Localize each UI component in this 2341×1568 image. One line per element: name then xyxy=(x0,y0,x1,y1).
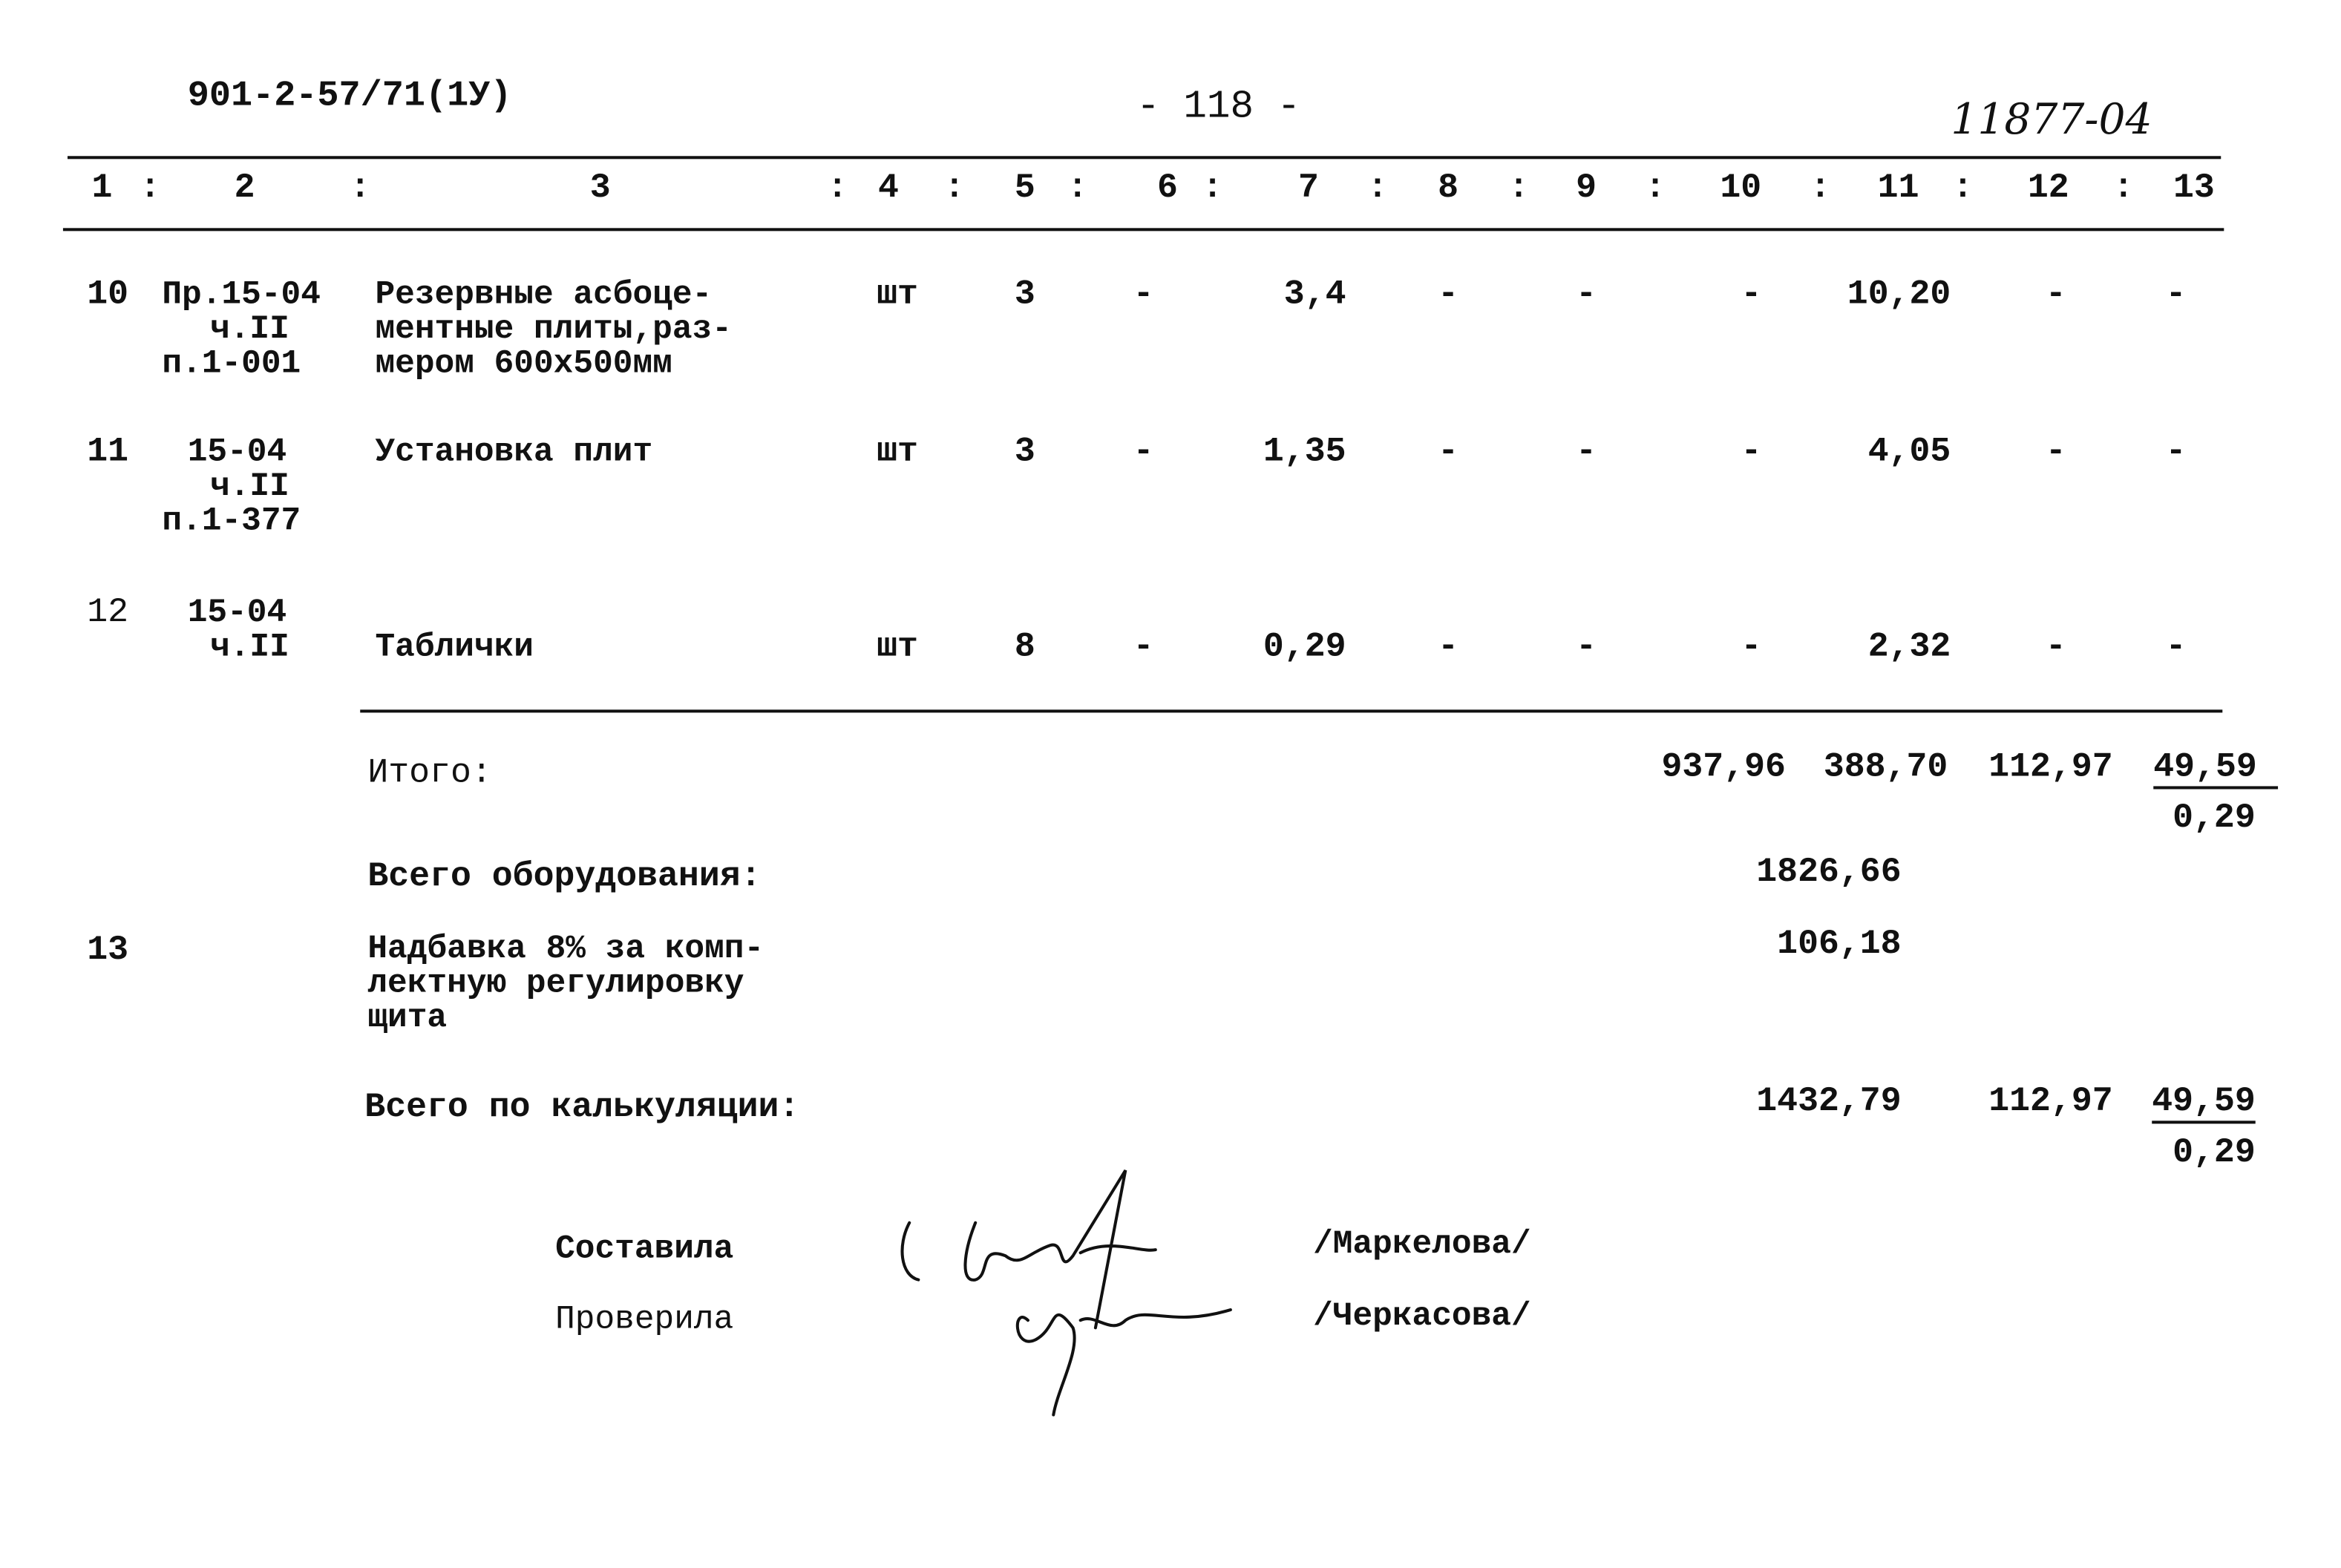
row-name-line: ментные плиты,раз- xyxy=(375,310,732,349)
row-code-line: Пр.15-04 xyxy=(162,276,321,314)
row-code-line: ч.II xyxy=(210,310,289,349)
checked-name: /Черкасова/ xyxy=(1313,1297,1531,1336)
column-separator: : xyxy=(1508,168,1530,208)
row-code-line: ч.II xyxy=(210,629,289,666)
surcharge-label xyxy=(367,932,764,1036)
itogo-col11: 388,70 xyxy=(1823,747,1948,787)
row-code-line: 15-04 xyxy=(187,594,287,632)
grand-col11: 1432,79 xyxy=(1756,1081,1902,1121)
grand-total-label: Всего по калькуляции: xyxy=(364,1087,800,1127)
row-code-line: 15-04 xyxy=(187,433,287,471)
row-unit: шт xyxy=(877,432,918,471)
header-bottom-rule xyxy=(63,228,2224,231)
compiled-name: /Маркелова/ xyxy=(1313,1225,1531,1264)
row-col9: - xyxy=(1576,627,1597,666)
row-col13: - xyxy=(2165,274,2187,314)
surcharge-line: лектную регулировку xyxy=(367,965,744,1003)
totals-rule xyxy=(360,709,2222,712)
column-header-5: 5 xyxy=(1014,168,1035,208)
row-col12: - xyxy=(2045,274,2066,314)
handwritten-signatures xyxy=(885,1163,1245,1426)
row-number: 11 xyxy=(87,432,129,471)
column-header-2: 2 xyxy=(234,168,255,208)
row-code-line: п.1-377 xyxy=(162,502,301,540)
itogo-col13-bottom: 0,29 xyxy=(2173,798,2256,838)
row-code-line: п.1-001 xyxy=(162,345,301,383)
equipment-label: Всего оборудования: xyxy=(367,856,762,896)
row-col9: - xyxy=(1576,432,1597,471)
row-unit: шт xyxy=(877,274,918,314)
surcharge-value: 106,18 xyxy=(1777,924,1902,963)
row-number: 10 xyxy=(87,274,129,314)
row-col5: 3 xyxy=(1014,274,1035,314)
row-code-line: ч.II xyxy=(210,468,289,506)
row-col12: - xyxy=(2045,627,2066,666)
column-header-10: 10 xyxy=(1720,168,1762,208)
archive-number: 11877-04 xyxy=(1951,94,2152,145)
row-unit: шт xyxy=(877,627,918,666)
surcharge-line: Надбавка 8% за комп- xyxy=(367,930,764,968)
row-name-line: Установка плит xyxy=(375,433,653,471)
column-header-13: 13 xyxy=(2173,168,2215,208)
row-col11: 2,32 xyxy=(1867,627,1951,666)
row-col11: 4,05 xyxy=(1867,432,1951,471)
row-col13: - xyxy=(2165,432,2187,471)
surcharge-number: 13 xyxy=(87,930,129,970)
row-col5: 8 xyxy=(1014,627,1035,666)
checked-label: Проверила xyxy=(555,1300,734,1339)
itogo-col13-top: 49,59 xyxy=(2153,750,2278,790)
column-header-4: 4 xyxy=(877,168,899,208)
row-col7: 0,29 xyxy=(1263,627,1346,666)
row-col9: - xyxy=(1576,274,1597,314)
row-name-line: Таблички xyxy=(375,629,534,666)
column-separator: : xyxy=(140,168,161,208)
column-separator: : xyxy=(350,168,371,208)
column-header-9: 9 xyxy=(1576,168,1597,208)
column-header-11: 11 xyxy=(1877,168,1919,208)
row-col6: - xyxy=(1133,627,1154,666)
surcharge-line: щита xyxy=(367,999,448,1037)
row-name-line: Резервные асбоце- xyxy=(375,276,713,314)
row-col11: 10,20 xyxy=(1847,274,1951,314)
column-header-12: 12 xyxy=(2027,168,2069,208)
itogo-col10: 937,96 xyxy=(1661,747,1786,787)
column-separator: : xyxy=(1810,168,1831,208)
equipment-value: 1826,66 xyxy=(1756,852,1902,891)
row-number: 12 xyxy=(87,592,129,632)
row-col10: - xyxy=(1741,274,1762,314)
row-col12: - xyxy=(2045,432,2066,471)
column-header-1: 1 xyxy=(91,168,113,208)
column-header-8: 8 xyxy=(1438,168,1459,208)
column-separator: : xyxy=(1367,168,1388,208)
signature-checked xyxy=(1018,1310,1231,1415)
grand-col12: 112,97 xyxy=(1988,1081,2113,1121)
column-header-6: 6 xyxy=(1156,168,1178,208)
compiled-label: Составила xyxy=(555,1230,734,1268)
row-col6: - xyxy=(1133,274,1154,314)
row-col8: - xyxy=(1438,432,1459,471)
column-separator: : xyxy=(943,168,965,208)
column-separator: : xyxy=(2112,168,2134,208)
row-col10: - xyxy=(1741,432,1762,471)
itogo-label: Итого: xyxy=(367,752,492,793)
header-top-rule xyxy=(68,156,2221,159)
grand-col13-bottom: 0,29 xyxy=(2173,1132,2256,1172)
column-separator: : xyxy=(1202,168,1223,208)
row-col7: 3,4 xyxy=(1283,274,1346,314)
column-separator: : xyxy=(1952,168,1974,208)
column-separator: : xyxy=(827,168,848,208)
doc-code: 901-2-57/71(1У) xyxy=(187,76,512,117)
row-col10: - xyxy=(1741,627,1762,666)
column-header-3: 3 xyxy=(589,168,611,208)
grand-col13-top: 49,59 xyxy=(2152,1085,2256,1124)
column-separator: : xyxy=(1067,168,1088,208)
row-name-line: мером 600х500мм xyxy=(375,345,672,383)
itogo-col12: 112,97 xyxy=(1988,747,2113,787)
row-col5: 3 xyxy=(1014,432,1035,471)
page-number: - 118 - xyxy=(1136,84,1301,129)
column-separator: : xyxy=(1645,168,1666,208)
row-col8: - xyxy=(1438,627,1459,666)
signature-compiled xyxy=(903,1170,1156,1328)
row-col13: - xyxy=(2165,627,2187,666)
row-col8: - xyxy=(1438,274,1459,314)
column-header-7: 7 xyxy=(1298,168,1319,208)
row-col7: 1,35 xyxy=(1263,432,1346,471)
row-col6: - xyxy=(1133,432,1154,471)
